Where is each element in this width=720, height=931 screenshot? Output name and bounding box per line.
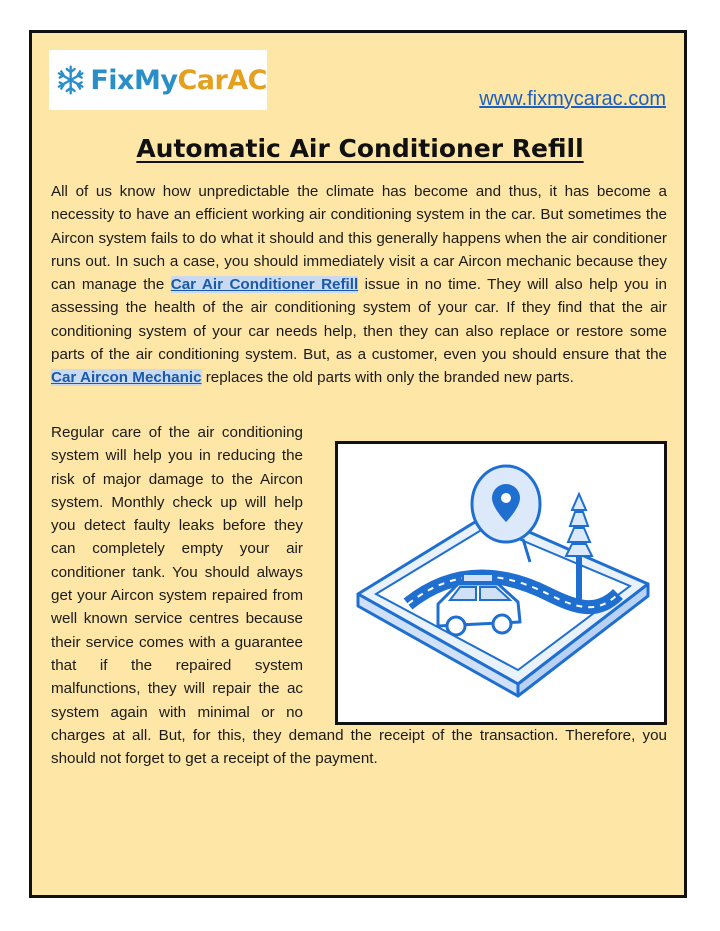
illustration-wrapper [317, 421, 667, 716]
intro-paragraph [51, 180, 667, 390]
car-navigation-illustration [335, 441, 667, 725]
para1-text-1: All of us know how unpredictable the climate has become and thus, it has become a necessity to have an efficient working air conditioning system in the car. But sometimes the Aircon system fails to do what it should and this generally happens when the air conditioner runs out. In such a case, you should immediately visit a car Aircon mechanic because they can manage the [51, 183, 667, 294]
care-paragraph [51, 421, 667, 770]
para1-text-3: replaces the old parts with only the branded new parts. [201, 369, 574, 387]
care-paragraph-text: Regular care of the air conditioning system will help you in reducing the risk of major damage to the Aircon system. Monthly check up will help you detect faulty leaks before they can completely empty your air conditioner tank. You should always get your Aircon system repaired from well known service centres because their service comes with a guarantee that if the repaired system malfunctions, they will repair the ac system again with minimal or no charges at all. But, for this, they demand the receipt of the transaction. Therefore, you should not forget to get a receipt of the payment. [51, 424, 667, 768]
car-ac-refill-link[interactable]: Car Air Conditioner Refill [170, 276, 359, 294]
page-title: Automatic Air Conditioner Refill [136, 134, 584, 163]
snowflake-icon [55, 60, 86, 100]
car-aircon-mechanic-link[interactable]: Car Aircon Mechanic [51, 369, 202, 387]
logo-text-part2: CarAC [177, 64, 267, 96]
logo-text-part1: FixMy [90, 64, 178, 96]
brand-logo[interactable] [49, 50, 267, 110]
para1-text-2: issue in no time. They will also help you in assessing the health of the air conditioning system of your car. If they find that the air conditioning system of your car needs help, then they can also replace or restore some parts of the air conditioning system. But, as a customer, even you should ensure that the [51, 276, 667, 364]
website-link[interactable]: www.fixmycarac.com [479, 88, 666, 110]
